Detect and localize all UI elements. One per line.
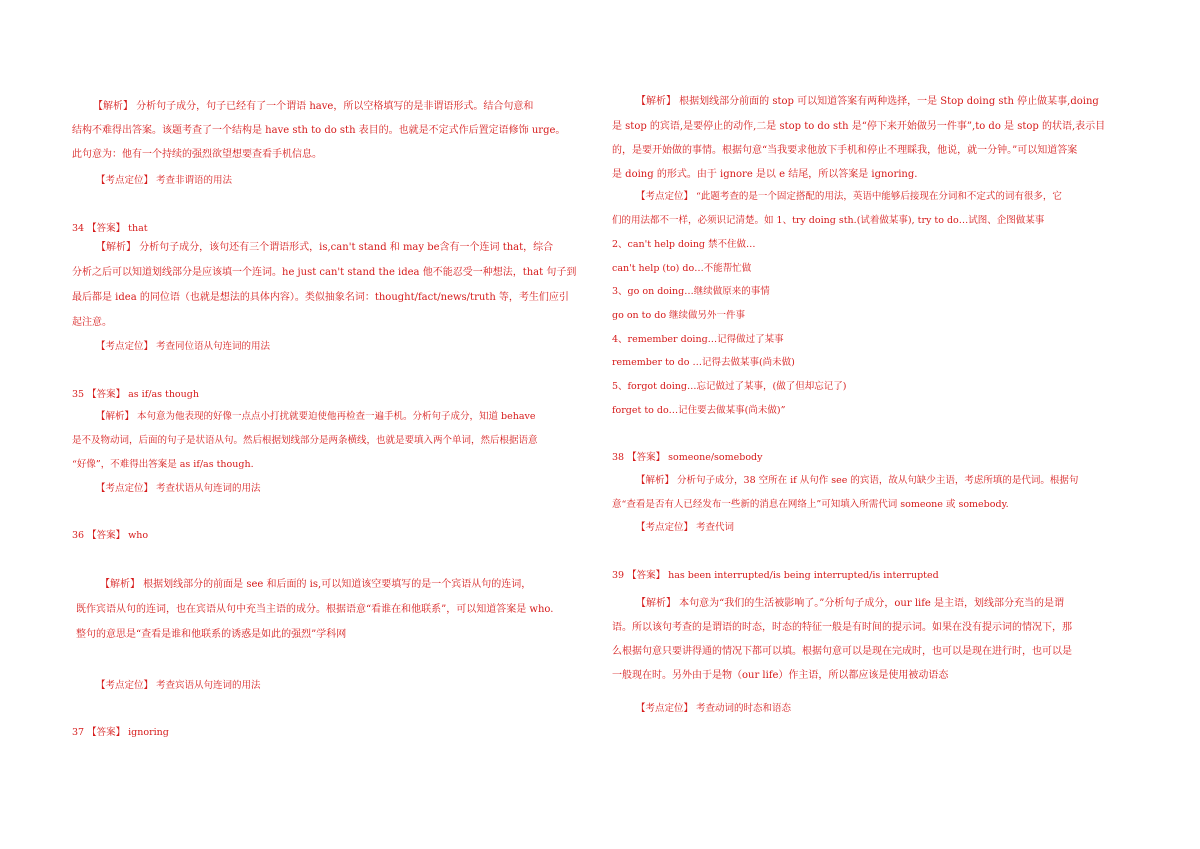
text-line: 结构不难得出答案。该题考查了一个结构是 have sth to do sth 表目的。也就是不定式作后置定语修饰 urge。 xyxy=(72,125,566,136)
text-line: 的，是要开始做的事情。根据句意“当我要求他放下手机和停止不理睬我，他说，就一分钟。”可以知道答案 xyxy=(612,145,1078,156)
text-line: 【考点定位】 考查同位语从句连词的用法 xyxy=(96,341,271,352)
text-line: 是 doing 的形式。由于 ignore 是以 e 结尾，所以答案是 ignoring. xyxy=(612,169,918,180)
text-line: “好像”，不难得出答案是 as if/as though. xyxy=(72,459,254,470)
text-line: 既作宾语从句的连词，也在宾语从句中充当主语的成分。根据语意“看谁在和他联系”，可以知道答案是 who. xyxy=(76,604,554,615)
text-line: 5、forgot doing…忘记做过了某事，(做了但却忘记了) xyxy=(612,381,847,392)
text-line: 【解析】 分析句子成分，该句还有三个谓语形式，is,can't stand 和 may be含有一个连词 that，综合 xyxy=(96,242,554,253)
text-line: go on to do 继续做另外一件事 xyxy=(612,310,746,321)
text-line: 38 【答案】 someone/somebody xyxy=(612,452,763,463)
text-line: forget to do…记住要去做某事(尚未做)” xyxy=(612,405,786,416)
text-line: 【解析】 根据划线部分的前面是 see 和后面的 is,可以知道该空要填写的是一个宾语从句的连词， xyxy=(100,579,532,590)
text-line: 【解析】 分析句子成分，38 空所在 if 从句作 see 的宾语，故从句缺少主语，考虑所填的是代词。根据句 xyxy=(636,475,1079,486)
text-line: 3、go on doing…继续做原来的事情 xyxy=(612,286,770,297)
text-line: 【考点定位】 考查动词的时态和语态 xyxy=(636,703,792,714)
text-line: 【考点定位】 “此题考查的是一个固定搭配的用法，英语中能够后接现在分词和不定式的词有很多，它 xyxy=(636,191,1062,202)
text-line: 一般现在时。另外由于是物（our life）作主语，所以都应该是使用被动语态 xyxy=(612,670,949,681)
text-line: 起注意。 xyxy=(72,317,112,328)
text-line: 【考点定位】 考查代词 xyxy=(636,522,735,533)
text-line: 是 stop 的宾语,是要停止的动作,二是 stop to do sth 是“停下来开始做另一件事”,to do 是 stop 的状语,表示目 xyxy=(612,121,1106,132)
text-line: can't help (to) do…不能帮忙做 xyxy=(612,263,752,274)
text-line: 【解析】 本句意为“我们的生活被影响了。”分析句子成分，our life 是主语，划线部分充当的是谓 xyxy=(636,598,1065,609)
text-line: 意“查看是否有人已经发布一些新的消息在网络上”可知填入所需代词 someone 或 somebody. xyxy=(612,499,1009,510)
text-line: remember to do …记得去做某事(尚未做) xyxy=(612,357,795,368)
text-line: 们的用法都不一样，必须识记清楚。如 1、try doing sth.(试着做某事), try to do…试图、企图做某事 xyxy=(612,215,1045,226)
text-line: 分析之后可以知道划线部分是应该填一个连词。he just can't stand the idea 他不能忍受一种想法，that 句子到 xyxy=(72,267,577,278)
text-line: 37 【答案】 ignoring xyxy=(72,727,169,738)
text-line: 【考点定位】 考查状语从句连词的用法 xyxy=(96,483,261,494)
text-line: 整句的意思是“查看是谁和他联系的诱惑是如此的强烈”学科网 xyxy=(76,629,347,640)
text-line: 【解析】 本句意为他表现的好像一点点小打扰就要迫使他再检查一遍手机。分析句子成分，知道 behave xyxy=(96,411,536,422)
text-line: 语。所以该句考查的是谓语的时态，时态的特征一般是有时间的提示词。如果在没有提示词的情况下，那 xyxy=(612,622,1072,633)
text-line: 是不及物动词，后面的句子是状语从句。然后根据划线部分是两条横线，也就是要填入两个单词，然后根据语意 xyxy=(72,435,538,446)
text-line: 36 【答案】 who xyxy=(72,530,149,541)
text-line: 最后都是 idea 的同位语（也就是想法的具体内容）。类似抽象名词：thought/fact/news/truth 等，考生们应引 xyxy=(72,292,569,303)
text-line: 39 【答案】 has been interrupted/is being interrupted/is interrupted xyxy=(612,570,939,581)
text-line: 34 【答案】 that xyxy=(72,223,148,234)
text-line: 35 【答案】 as if/as though xyxy=(72,389,199,400)
text-line: 【解析】 根据划线部分前面的 stop 可以知道答案有两种选择，一是 Stop doing sth 停止做某事,doing xyxy=(636,96,1099,107)
text-line: 此句意为：他有一个持续的强烈欲望想要查看手机信息。 xyxy=(72,149,322,160)
text-line: 2、can't help doing 禁不住做… xyxy=(612,239,756,250)
text-line: 【考点定位】 考查宾语从句连词的用法 xyxy=(96,680,261,691)
text-line: 【考点定位】 考查非谓语的用法 xyxy=(96,175,233,186)
text-line: 4、remember doing…记得做过了某事 xyxy=(612,334,784,345)
text-line: 么根据句意只要讲得通的情况下都可以填。根据句意可以是现在完成时，也可以是现在进行时，也可以是 xyxy=(612,646,1072,657)
text-line: 【解析】 分析句子成分，句子已经有了一个谓语 have，所以空格填写的是非谓语形式。结合句意和 xyxy=(93,101,534,112)
